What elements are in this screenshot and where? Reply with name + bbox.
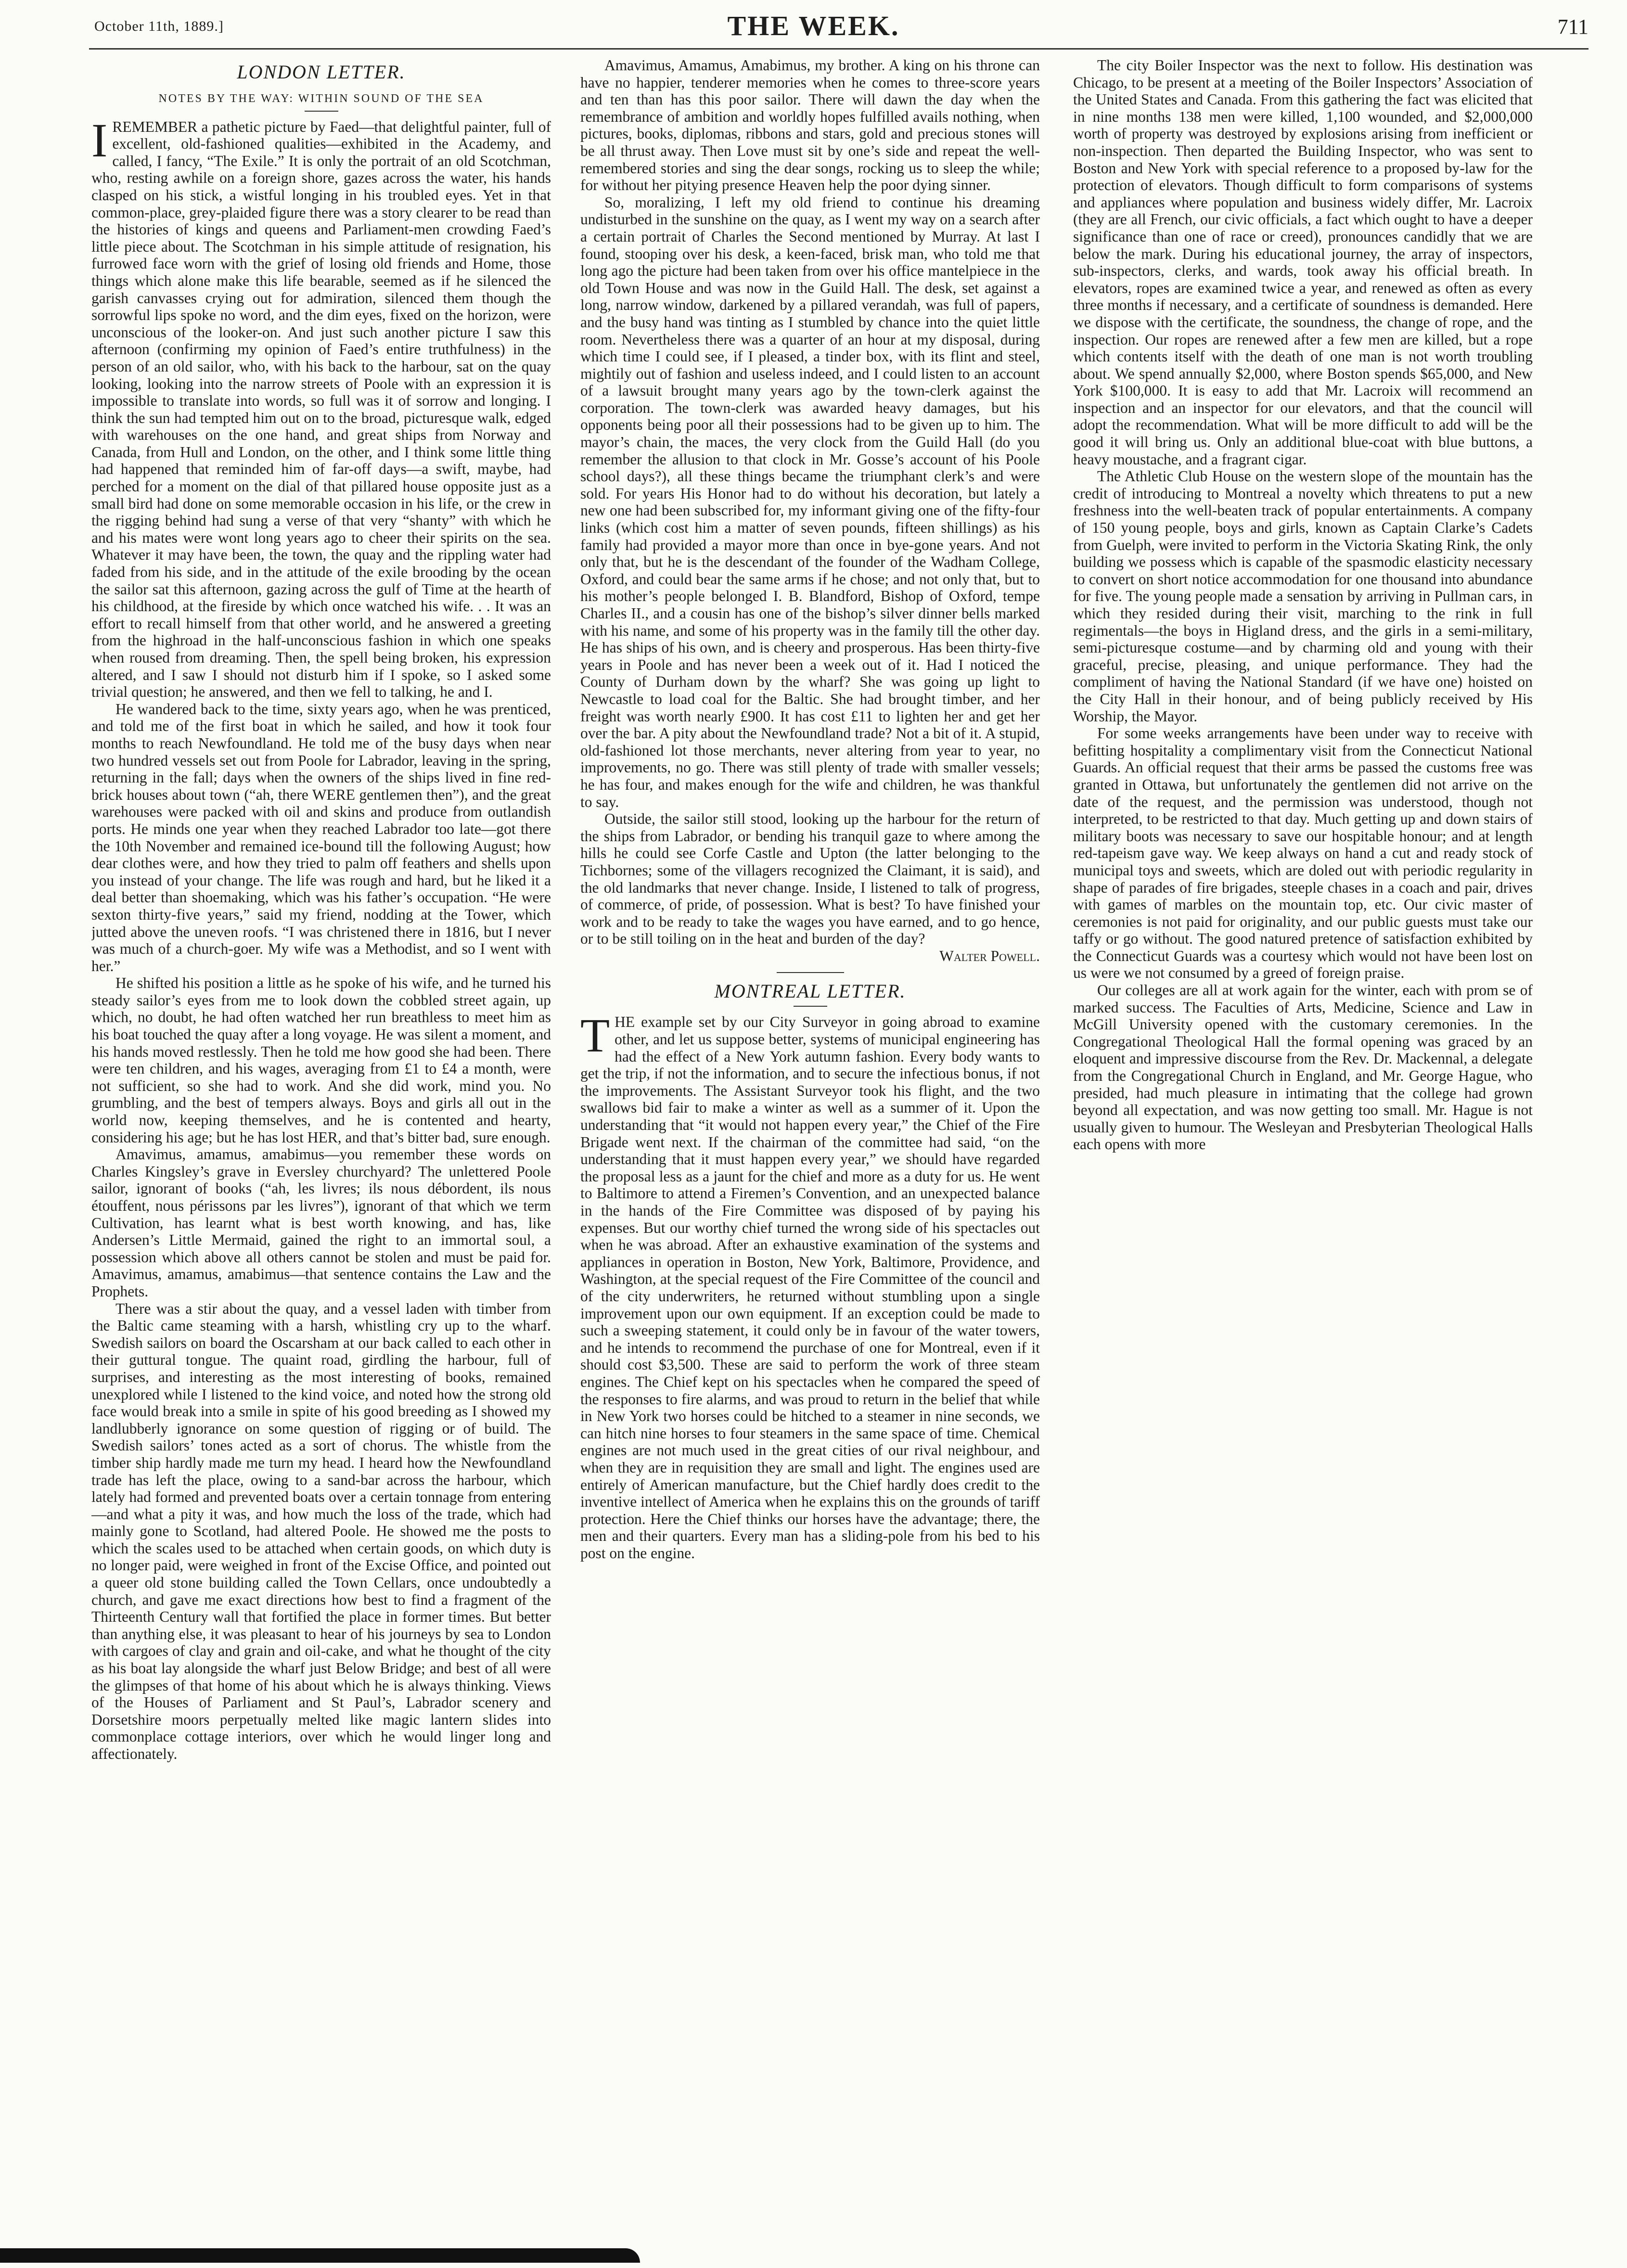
montreal-paragraph: Our colleges are all at work again for the winter, each with prom se of marked success. The Faculties of Arts, Medicine, Science and Law in McGill University opened with the customary ceremonies. In the Congregational Theological Hall the formal opening was graced by an eloquent and impressive discourse from the Rev. Dr. Mackennal, a delegate from the Congregational Church in England, and Mr. George Hague, who presided, had much pleasure in intimating that the college had grown beyond all expectation, and was now getting too small. Mr. Hague is not usually given to humour. The Wesleyan and Presbyterian Theological Halls each opens with more	[1073, 982, 1533, 1153]
title-rule	[794, 1006, 827, 1007]
london-paragraph	[91, 113, 551, 701]
column-1	[91, 57, 551, 2232]
london-letter-subtitle: NOTES BY THE WAY: WITHIN SOUND OF THE SEA	[158, 92, 484, 105]
issue-date: October 11th, 1889.]	[94, 18, 224, 34]
london-paragraph: Amavimus, amamus, amabimus—you remember these words on Charles Kingsley’s grave in Eversley churchyard? The unlettered Poole sailor, ignorant of books (“ah, les livres; ils nous débordent, ils nous étouffent, nous périssons par les livres”), ignorant of that which we term Cultivation, has learnt what is best worth knowing, and has, like Andersen’s Little Mermaid, gained the right to an immortal soul, a possession which above all others cannot be stolen and must be paid for. Amavimus, amamus, amabimus—that sentence contains the Law and the Prophets.	[91, 1146, 551, 1300]
london-paragraph: Amavimus, Amamus, Amabimus, my brother. A king on his throne can have no happier, tenderer memories when he comes to three-score years and ten than has this poor sailor. There will dawn the day when the remembrance of ambition and worldly hopes fulfilled avails nothing, when pictures, books, diplomas, ribbons and stars, gold and precious stones will be all thrust away. Then Love must sit by one’s side and repeat the well-remembered stories and sing the dear songs, rocking us to sleep the while; for without her pitying presence Heaven help the poor dying sinner.	[580, 57, 1040, 194]
header-rule	[89, 48, 1589, 50]
london-paragraph: So, moralizing, I left my old friend to continue his dreaming undisturbed in the sunshine on the quay, as I went my way on a search after a certain portrait of Charles the Second mentioned by Murray. At last I found, stooping over his desk, a keen-faced, brisk man, who told me that long ago the picture had been taken from over his office mantelpiece in the old Town House and was now in the Guild Hall. The desk, set against a long, narrow window, darkened by a pillared verandah, was full of papers, and the busy hand was tinting as I stumbled by chance into the quiet little room. Nevertheless there was a quarter of an hour at my disposal, during which time I could see, if I pleased, a tinder box, with its flint and steel, mightily out of fashion and useless indeed, and I could listen to an account of a lawsuit brought many years ago by the town-clerk against the corporation. The town-clerk was awarded heavy damages, but his opponents being poor all their possessions had to be given up to him. The mayor’s chain, the maces, the very clock from the Guild Hall (do you remember the allusion to that clock in Mr. Gosse’s account of his Poole school days?), all these things became the triumphant clerk’s and were sold. For years His Honor had to do without his decoration, but lately a new one had been subscribed for, my informant giving one of the fifty-four links (which cost him a matter of seven pounds, fifteen shillings) as his family had provided a mayor more than once in bye-gone years. And not only that, but he is the descendant of the founder of the Wadham College, Oxford, and could bear the same arms if he chose; and not only that, but to his mother’s people belonged I. B. Blandford, Bishop of Oxford, tempe Charles II., and a cousin has one of the bishop’s silver dinner bells marked with his name, and some of his property was in the family till the other day. He has ships of his own, and is cheery and prosperous. Has been thirty-five years in Poole and has never been a week out of it. Had I noticed the County of Durham down by the wharf? She was going up light to Newcastle to load coal for the Baltic. She had brought timber, and her freight was worth nearly £900. It has cost £11 to lighten her and get her over the bar. A pity about the Newfoundland trade? Not a bit of it. A stupid, old-fashioned lot those merchants, never altering from year to year, no improvements, no go. There was still plenty of trade with smaller vessels; he has four, and makes enough for the wife and children, he was thankful to say.	[580, 193, 1040, 810]
montreal-paragraph: The Athletic Club House on the western slope of the mountain has the credit of introducing to Montreal a novelty which threatens to put a new freshness into the well-beaten track of popular entertainments. A company of 150 young people, boys and girls, known as Captain Clarke’s Cadets from Guelph, were invited to perform in the Victoria Skating Rink, the only building we possess which is capable of the spasmodic elasticity necessary to convert on short notice accommodation for one thousand into abundance for five. The young people made a sensation by arriving in Pullman cars, in which they resided during their visit, marching to the rink in full regimentals—the boys in Higland dress, and the girls in a semi-military, semi-picturesque costume—and by charming old and young with their graceful, precise, pleasing, and unique performance. They had the compliment of having the National Standard (if we have one) hoisted on the City Hall in their honour, and of being publicly received by His Worship, the Mayor.	[1073, 468, 1533, 725]
page-number: 711	[1557, 15, 1589, 38]
article-separator	[777, 972, 844, 973]
london-paragraph: He wandered back to the time, sixty years ago, when he was prenticed, and told me of the first boat in which he sailed, and how it took four months to reach Newfoundland. He told me of the busy days when near two hundred vessels set out from Poole for Labrador, leaving in the spring, returning in the fall; days when the owners of the ships lived in fine red-brick houses about town (“ah, there WERE gentlemen then”), and the great warehouses were packed with oil and skins and produce from outlandish ports. He minds one year when they reached Labrador too late—got there the 10th November and remained ice-bound till the following August; how dear clothes were, and how they tried to palm off feathers and shells upon you instead of your change. The life was rough and hard, but he liked it a deal better than shoemaking, which was his father’s occupation. “He were sexton thirty-five years,” said my friend, nodding at the Tower, which jutted above the uneven roofs. “I was christened there in 1816, but I never was much of a church-goer. My wife was a Methodist, and so I went with her.”	[91, 700, 551, 974]
london-paragraph: Outside, the sailor still stood, looking up the harbour for the return of the ships from Labrador, or bending his tranquil gaze to where among the hills he could see Corfe Castle and Upton (the latter belonging to the Tichbornes; some of the villagers recognized the Claimant, it is said), and the old landmarks that never change. Inside, I listened to talk of progress, of commerce, of pride, of possession. What is best? To have finished your work and to be ready to take the wages you have earned, and to go hence, or to be still toiling on in the heat and burden of the day?	[580, 810, 1040, 948]
london-paragraph: He shifted his position a little as he spoke of his wife, and he turned his steady sailor’s eyes from me to look down the cobbled street again, up which, no doubt, he had often watched her run breathless to meet him as his boat touched the quay after a long voyage. He was silent a moment, and his hands moved restlessly. Then he told me how good she had been. There were ten children, and his wages, averaging from £1 to £4 a month, were not sufficient, so she had to work. And she did work, mind you. No grumbling, and the best of tempers always. Boys and girls all out in the world now, keeping themselves, and he is contented and hearty, considering his age; but he has lost HER, and that’s bitter bad, sure enough.	[91, 974, 551, 1146]
paragraph-text: REMEMBER a pathetic picture by Faed—that delightful painter, full of excellent, old-fashioned qualities—exhibited in the Academy, and called, I fancy, “The Exile.” It is only the portrait of an old Scotchman, who, resting awhile on a foreign shore, gazes across the water, his hands clasped on his stick, a wistful longing in his troubled eyes. Yet in that common-place, grey-plaided figure there was a story clearer to be read than the histories of kings and queens and Parliament-men crowding Faed’s little piece about. The Scotchman in his simple attitude of resignation, his furrowed face worn with the grief of losing old friends and Home, those things which alone make this life bearable, seemed as if he silenced the garish canvasses crying out for admiration, silenced them though the sorrowful lips spoke no word, and the dim eyes, fixed on the horizon, were unconscious of the looker-on. And just such another picture I saw this afternoon (confirming my opinion of Faed’s entire truthfulness) in the person of an old sailor, who, with his back to the harbour, sat on the quay looking, looking into the narrow streets of Poole with an expression it is impossible to translate into words, so full was it of sorrow and longing. I think the sun had tempted him out on to the broad, picturesque walk, edged with warehouses on the one hand, and great ships from Norway and Canada, from Hull and London, on the other, and I think some little thing had happened that reminded him of far-off days—a swift, maybe, had perched for a moment on the dial of that pillared house opposite just as a small bird had done on some memorable occasion in his life, or the crew in the rigging behind had sung a verse of that very “shanty” with which he and his mates were wont long years ago to cheer their spirits on the sea. Whatever it may have been, the town, the quay and the rippling water had faded from his side, and in the attitude of the exile brooding by the ocean the sailor sat this afternoon, gazing across the gulf of Time at the hearth of his childhood, at the fireside by which once watched his wife. . . It was an effort to recall himself from that other world, and he answered a greeting from the highroad in the half-unconscious fashion in which one speaks when roused from dreaming. Then, the spell being broken, his expression altered, and I saw I should not disturb him if I spoke, so I asked some trivial question; he answered, and then we fell to talking, he and I.	[91, 118, 551, 701]
column-2	[580, 57, 1040, 2232]
montreal-paragraph	[580, 1009, 1040, 1562]
montreal-paragraph: For some weeks arrangements have been under way to receive with befitting hospitality a complimentary visit from the Connecticut National Guards. An official request that their arms be passed the customs free was granted in Ottawa, but unfortunately the gentlemen did not arrive on the date of the request, and the permission was understood, though not interpreted, to be restricted to that day. Much getting up and down stairs of military boots was necessary to save our hospitable honour; and at length red-tapeism gave way. We keep always on hand a cut and ready stock of municipal toys and sweets, which are doled out with periodic regularity in shape of parades of fire brigades, steeple chases in a coach and pair, drives with games of marbles on the mountain top, etc. Our civic master of ceremonies is not paid for originality, and our public guests must take our taffy or go without. The good natured pretence of satisfaction exhibited by the Connecticut Guards was a courtesy which would not have been lost on us were we not consumed by a greed of foreign praise.	[1073, 725, 1533, 982]
column-3	[1073, 57, 1533, 2232]
author-signature: Walter Powell.	[939, 947, 1040, 964]
drop-cap: T	[580, 1009, 610, 1063]
london-paragraph: There was a stir about the quay, and a vessel laden with timber from the Baltic came steaming with a harsh, whistling cry up to the wharf. Swedish sailors on board the Oscarsham at our back called to each other in their guttural tongue. The quaint road, girdling the harbour, full of surprises, and interesting as the most interesting of books, remained unexplored while I listened to the kind voice, and noted how the strong old face would break into a smile in spite of his good breeding as I showed my landlubberly ignorance on some question of rigging or of build. The Swedish sailors’ tones acted as a sort of chorus. The whistle from the timber ship hardly made me turn my head. I heard how the Newfoundland trade has left the place, owing to a sand-bar across the harbour, which lately had formed and prevented boats over a certain tonnage from entering—and what a pity it was, and how much the loss of the trade, which had mainly gone to Scotland, had altered Poole. He showed me the posts to which the scales used to be attached when certain goods, on which duty is no longer paid, were weighed in front of the Excise Office, and pointed out a queer old stone building called the Town Cellars, once undoubtedly a church, and gave me exact directions how best to find a fragment of the Thirteenth Century wall that fortified the place in former times. But better than anything else, it was pleasant to hear of his journeys by sea to London with cargoes of clay and grain and oil-cake, and what he thought of the city as his boat lay alongside the wharf just Below Bridge; and best of all were the glimpses of that home of his about which he is always thinking. Views of the Houses of Parliament and St Paul’s, Labrador scenery and Dorsetshire moors perpetually melted like magic lantern slides into commonplace cottage interiors, over which he would linger long and affectionately.	[91, 1300, 551, 1762]
montreal-letter-title: MONTREAL LETTER.	[714, 980, 906, 1002]
montreal-paragraph: The city Boiler Inspector was the next to follow. His destination was Chicago, to be present at a meeting of the Boiler Inspectors’ Association of the United States and Canada. From this gathering the fact was elicited that in nine months 138 men were killed, 1,100 wounded, and $2,000,000 worth of property was destroyed by explosions arising from inefficient or non-inspection. Then departed the Building Inspector, who was sent to Boston and New York with special reference to a proposed by-law for the protection of elevators. Though difficult to form comparisons of systems and appliances where population and business widely differ, Mr. Lacroix (they are all French, our civic officials, a fact which ought to have a deeper significance than one of race or creed), pronounces candidly that we are below the mark. During his educational journey, the array of inspectors, sub-inspectors, clerks, and wards, took away his official breath. In elevators, ropes are examined twice a year, and renewed as often as every three months if necessary, and a certificate of soundness is demanded. Here we dispose with the certificate, the soundness, the change of rope, and the inspection. Our ropes are renewed after a few men are killed, but a rope which contents itself with the death of one man is not worth troubling about. We spend annually $2,000, where Boston spends $65,000, and New York $100,000. It is easy to add that Mr. Lacroix will recommend an inspection and an inspector for our elevators, and that the council will adopt the recommendation. What will be more difficult to add will be the good it will bring us. Only an additional blue-coat with blue buttons, a heavy moustache, and a fragrant cigar.	[1073, 57, 1533, 468]
masthead-title: THE WEEK.	[727, 10, 900, 41]
paragraph-text: HE example set by our City Surveyor in going abroad to examine other, and let us suppose better, systems of municipal engineering has had the effect of a New York autumn fashion. Every body wants to get the trip, if not the information, and to secure the infectious bonus, if not the improvements. The Assistant Surveyor took his flight, and the two swallows bid fair to make a winter as well as a summer of it. Upon the understanding that “it would not happen every year,” the Chief of the Fire Brigade went next. If the chairman of the committee had said, “on the understanding that it must happen every year,” we should have regarded the proposal less as a jaunt for the chief and more as a duty for us. He went to Baltimore to attend a Firemen’s Convention, and an unexpected balance in the hands of the Fire Committee was disposed of by paying his expenses. But our worthy chief turned the wrong side of his spectacles out when he was abroad. After an exhaustive examination of the systems and appliances in operation in Boston, New York, Baltimore, Providence, and Washington, at the special request of the Fire Committee of the council and of the city underwriters, he returned without stumbling upon a single improvement upon our own equipment. If an exception could be made to such a sweeping statement, it could only be in favour of the water towers, and he intends to recommend the purchase of one for Montreal, even if it should cost $3,500. These are said to perform the work of three steam engines. The Chief kept on his spectacles when he compared the speed of the responses to fire alarms, and was proud to return in the belief that while in New York two horses could be hitched to a steamer in nine seconds, we can hitch nine horses to four steamers in the same space of time. Chemical engines are not much used in the great cities of our rival neighbour, and when they are in requisition they are small and light. The engines used are entirely of American manufacture, but the Chief hardly does credit to the inventive intellect of America when he explains this on the grounds of tariff protection. Here the Chief thinks our horses have the advantage; there, the men and their quarters. Every man has a sliding-pole from his bed to his post on the engine.	[580, 1013, 1040, 1562]
drop-cap: I	[91, 113, 108, 167]
subtitle-rule	[305, 111, 338, 112]
page-edge-shadow	[0, 2248, 640, 2263]
london-letter-title: LONDON LETTER.	[237, 61, 406, 83]
